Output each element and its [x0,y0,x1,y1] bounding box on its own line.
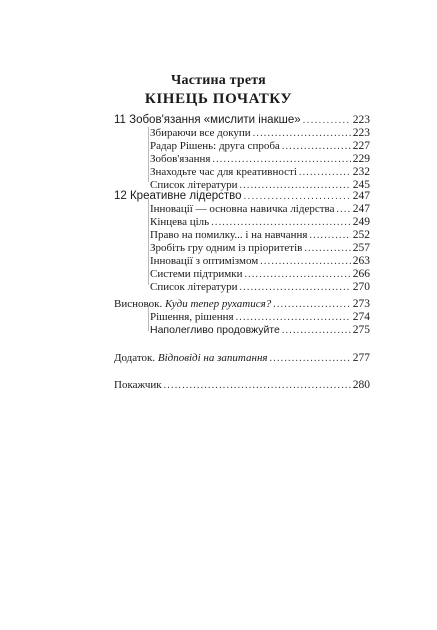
toc-entry-title: Зобов'язання [150,153,211,165]
toc-entry[interactable] [150,281,370,294]
toc-entry-title: Кінцева ціль [150,216,210,228]
toc-entry[interactable] [150,166,370,179]
leader-dots [211,216,351,229]
leader-dots [239,281,350,294]
toc-entry-title: Інновації — основна навичка лідерства [150,203,335,215]
leader-dots [260,255,351,268]
leader-dots [212,153,350,166]
toc-appendix[interactable] [114,352,370,365]
toc-page-number: 245 [352,179,370,191]
toc-entry-title: Збираючи все докупи [150,127,251,139]
part-label: Частина третя [171,73,266,88]
leader-dots [282,324,351,337]
toc-entry-title: Право на помилку... і на навчання [150,229,308,241]
toc-entry-prefix: Додаток. [114,352,158,364]
toc-entry-title: Радар Рішень: друга спроба [150,140,280,152]
leader-dots [304,242,350,255]
toc-page-number: 266 [352,268,370,280]
toc-index[interactable] [114,379,370,392]
toc-page-number: 223 [352,127,370,139]
toc-page-number: 223 [352,114,370,126]
leader-dots [299,166,351,179]
toc-entry[interactable] [150,229,370,242]
toc-page-number: 247 [352,203,370,215]
leader-dots [282,140,351,153]
toc-page-number: 249 [352,216,370,228]
leader-dots [303,114,351,127]
toc-page-number: 227 [352,140,370,152]
toc-page-number: 280 [352,379,370,391]
toc-entry[interactable] [150,324,370,337]
toc-entry[interactable] [150,268,370,281]
toc-page-number: 229 [352,153,370,165]
toc-page-number: 274 [352,311,370,323]
section-rule [148,127,149,182]
toc-entry[interactable] [150,311,370,324]
leader-dots [273,298,351,311]
leader-dots [309,229,350,242]
leader-dots [244,190,351,203]
toc-entry[interactable] [150,127,370,140]
leader-dots [244,268,350,281]
toc-conclusion[interactable] [114,298,370,311]
toc-entry-title: Список літератури [150,179,238,191]
toc-entry-title: Список літератури [150,281,238,293]
toc-entry[interactable] [150,255,370,268]
toc-entry-title: Зробіть гру одним із пріоритетів [150,242,303,254]
leader-dots [336,203,350,216]
toc-page-number: 257 [352,242,370,254]
toc-entry-title: Наполегливо продовжуйте [150,324,280,336]
leader-dots [270,352,351,365]
toc-page-number: 275 [352,324,370,336]
toc-chapter[interactable] [114,190,370,203]
toc-chapter[interactable] [114,114,370,127]
toc-entry-title: Куди тепер рухатися? [164,298,272,310]
toc-page-number: 252 [352,229,370,241]
toc-entry-title: Рішення, рішення [150,311,234,323]
part-title: КІНЕЦЬ ПОЧАТКУ [144,91,293,107]
toc-entry-title: 11 Зобов'язання «мислити інакше» [114,114,301,126]
leader-dots [253,127,351,140]
section-rule [148,199,149,285]
toc-page-number: 232 [352,166,370,178]
toc-page-number: 270 [352,281,370,293]
toc-entry-title: Системи підтримки [150,268,243,280]
toc-page-number: 277 [352,352,370,364]
toc-entry[interactable] [150,140,370,153]
toc-entry-title: Інновації з оптимізмом [150,255,259,267]
leader-dots [236,311,351,324]
toc-entry-prefix: Висновок. [114,298,165,310]
toc-entry[interactable] [150,203,370,216]
toc-page-number: 263 [352,255,370,267]
toc-entry[interactable] [150,216,370,229]
toc-page-number: 273 [352,298,370,310]
toc-entry-title: 12 Креативне лідерство [114,190,242,202]
toc-entry-title: Знаходьте час для креативності [150,166,297,178]
toc-page-number: 247 [352,190,370,202]
toc-entry-title: Покажчик [114,379,162,391]
leader-dots [164,379,351,392]
toc-entry[interactable] [150,242,370,255]
toc-entry[interactable] [150,153,370,166]
toc-entry-title: Відповіді на запитання [157,352,268,364]
